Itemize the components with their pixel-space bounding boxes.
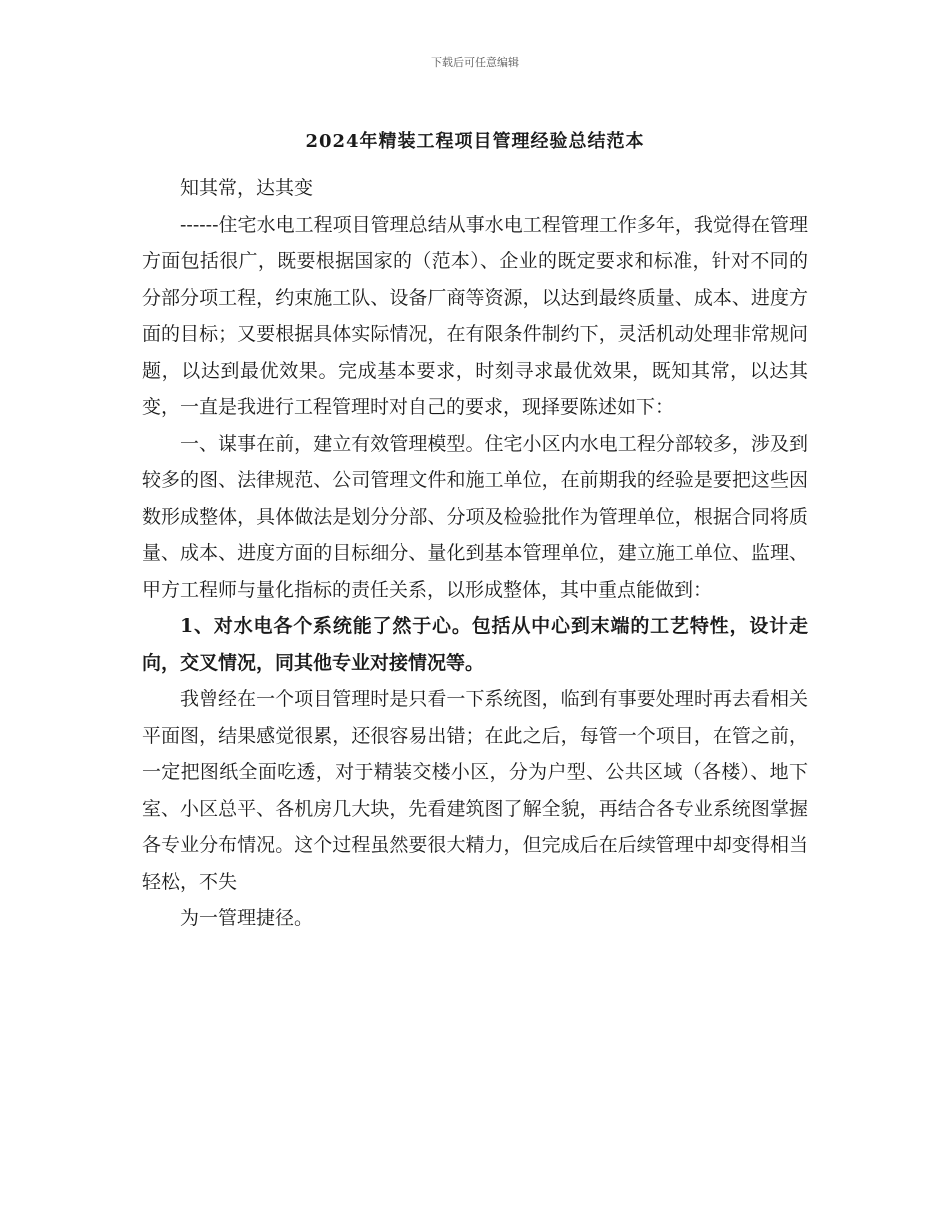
header-note: 下载后可任意编辑 [431,56,519,69]
document-body [142,170,808,937]
paragraph-point-one-heading: 1、对水电各个系统能了然于心。包括从中心到末端的工艺特性，设计走向，交叉情况，同其他专业对接情况等。 [142,615,808,674]
paragraph-closing-line: 为一管理捷径。 [180,907,314,929]
paragraph-section-one: 一、谋事在前，建立有效管理模型。住宅小区内水电工程分部较多，涉及到较多的图、法律规范、公司管理文件和施工单位，在前期我的经验是要把这些因数形成整体，具体做法是划分分部、分项及检验批作为管理单位，根据合同将质量、成本、进度方面的目标细分、量化到基本管理单位，建立施工单位、监理、甲方工程师与量化指标的责任关系，以形成整体，其中重点能做到： [142,432,808,601]
document-subtitle: 知其常，达其变 [180,177,314,199]
paragraph-experience: 我曾经在一个项目管理时是只看一下系统图，临到有事要处理时再去看相关平面图，结果感觉很累，还很容易出错；在此之后，每管一个项目，在管之前，一定把图纸全面吃透，对于精装交楼小区，分为户型、公共区域（各楼）、地下室、小区总平、各机房几大块，先看建筑图了解全貌，再结合各专业系统图掌握各专业分布情况。这个过程虽然要很大精力，但完成后在后续管理中却变得相当轻松，不失 [142,688,808,893]
paragraph-intro: ------住宅水电工程项目管理总结从事水电工程管理工作多年，我觉得在管理方面包括很广，既要根据国家的（范本）、企业的既定要求和标准，针对不同的分部分项工程，约束施工队、设备厂商等资源，以达到最终质量、成本、进度方面的目标；又要根据具体实际情况，在有限条件制约下，灵活机动处理非常规问题，以达到最优效果。完成基本要求，时刻寻求最优效果，既知其常，以达其变，一直是我进行工程管理时对自己的要求，现择要陈述如下： [142,213,808,418]
document-title: 2024年精装工程项目管理经验总结范本 [305,131,645,152]
